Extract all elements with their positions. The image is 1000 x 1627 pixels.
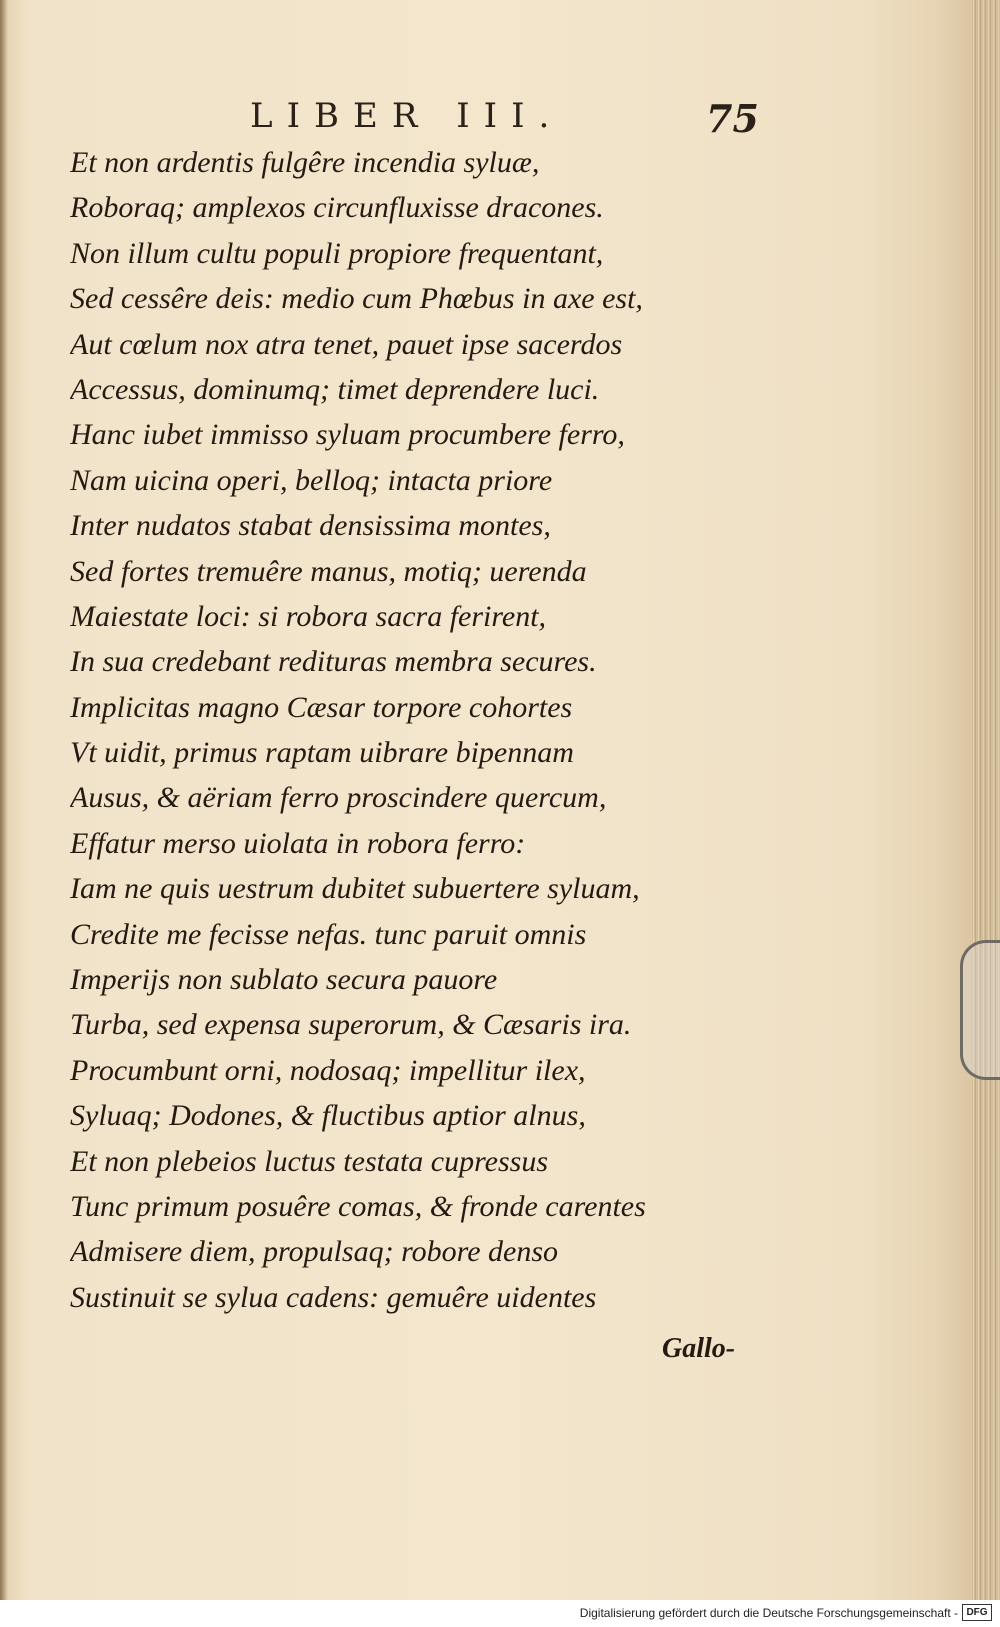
verse-line: Non illum cultu populi propiore frequentant,: [70, 236, 604, 270]
verse-line: Sed fortes tremuêre manus, motiq; uerenda: [70, 554, 587, 588]
verse-line: Procumbunt orni, nodosaq; impellitur ilex,: [70, 1053, 586, 1087]
verse-line: Roboraq; amplexos circunfluxisse dracones.: [70, 191, 604, 225]
verse-line: Sustinuit se sylua cadens: gemuêre uidentes: [70, 1280, 597, 1314]
verse-line: Tunc primum posuêre comas, & fronde carentes: [70, 1189, 646, 1223]
verse-line: Et non ardentis fulgêre incendia syluæ,: [70, 146, 540, 179]
verse-text: [70, 140, 730, 1320]
verse-line: Et non plebeios luctus testata cupressus: [70, 1144, 549, 1178]
page-number: 75: [706, 96, 759, 141]
verse-line: Admisere diem, propulsaq; robore denso: [70, 1235, 558, 1269]
page-clip: [960, 940, 1000, 1080]
verse-line: Nam uicina operi, belloq; intacta priore: [70, 463, 553, 497]
verse-line: Maiestate loci: si robora sacra ferirent,: [70, 599, 547, 633]
verse-line: Credite me fecisse nefas. tunc paruit omnis: [70, 917, 587, 951]
verse-line: Iam ne quis uestrum dubitet subuertere syluam,: [70, 872, 640, 906]
running-title: LIBER III.: [250, 96, 564, 136]
digitization-credit: Digitalisierung gefördert durch die Deutsche Forschungsgemeinschaft -: [579, 1606, 958, 1620]
verse-line: Accessus, dominumq; timet deprendere luci.: [70, 372, 600, 406]
verse-line: Vt uidit, primus raptam uibrare bipennam: [70, 736, 574, 770]
gutter-shadow: [0, 0, 8, 1600]
verse-line: Ausus, & aëriam ferro proscindere quercum,: [70, 781, 607, 815]
verse-line: Imperijs non sublato secura pauore: [70, 963, 498, 997]
dfg-logo: DFG: [962, 1604, 992, 1621]
verse-line: Implicitas magno Cæsar torpore cohortes: [70, 690, 573, 724]
verse-line: Turba, sed expensa superorum, & Cæsaris ira.: [70, 1008, 632, 1042]
catchword: Gallo-: [662, 1333, 736, 1364]
verse-line: Syluaq; Dodones, & fluctibus aptior alnus,: [70, 1099, 586, 1133]
verse-line: In sua credebant redituras membra secures.: [70, 645, 597, 679]
verse-line: Hanc iubet immisso syluam procumbere ferro,: [70, 418, 625, 452]
verse-line: Sed cessêre deis: medio cum Phœbus in axe est,: [70, 282, 643, 316]
verse-line: Inter nudatos stabat densissima montes,: [70, 509, 551, 543]
verse-line: Effatur merso uiolata in robora ferro:: [70, 826, 526, 860]
fore-edge: [972, 0, 1000, 1600]
verse-line: Aut cœlum nox atra tenet, pauet ipse sacerdos: [70, 327, 623, 361]
